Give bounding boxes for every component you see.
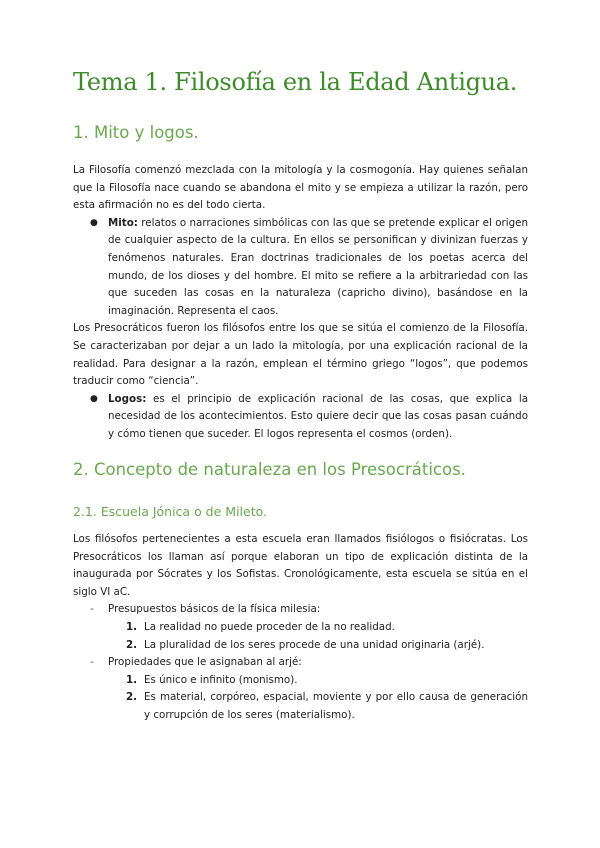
group-label: Propiedades que le asignaban al arjé: <box>108 656 302 669</box>
numbered-list <box>108 672 528 725</box>
dash-item-presupuestos <box>73 601 528 654</box>
section-2 <box>73 460 528 479</box>
item-number: 2. <box>126 638 138 651</box>
section-2-heading: 2. Concepto de naturaleza en los Presocráticos. <box>73 460 466 479</box>
list-item <box>108 689 528 724</box>
numbered-list <box>108 619 528 654</box>
term-logos: Logos: <box>108 392 147 405</box>
dash-list <box>73 601 528 724</box>
logos-list <box>73 391 528 444</box>
subsection-2-1-body <box>73 531 528 725</box>
bullet-icon: ● <box>90 217 98 228</box>
mito-list <box>73 215 528 321</box>
mito-definition: relatos o narraciones simbólicas con las que se pretende explicar el origen de cualquier aspecto de la cultura. En ellos se personifican y divinizan fuerzas y fenómenos naturales. Eran doctrinas tradicionales de los poetas acerca del mundo, de los dioses y del hombre. El mito se refiere a la arbitrariedad con las que suceden las cosas en la naturaleza (capricho divino), basándose en la imaginación. Representa el caos. <box>108 216 528 317</box>
logos-definition: es el principio de explicación racional de las cosas, que explica la necesidad de los acontecimientos. Esto quiere decir que las cosas pasan cuándo y cómo tienen que suceder. El logos representa el cosmos (orden). <box>108 392 528 440</box>
item-number: 1. <box>126 620 138 633</box>
list-item <box>108 637 528 655</box>
section-1-body <box>73 162 528 444</box>
section-1-heading: 1. Mito y logos. <box>73 123 199 142</box>
list-item-logos <box>73 391 528 444</box>
page-title: Tema 1. Filosofía en la Edad Antigua. <box>73 68 518 96</box>
dash-icon: - <box>90 603 94 616</box>
item-text: La pluralidad de los seres procede de una unidad originaria (arjé). <box>144 638 485 651</box>
bullet-icon: ● <box>90 393 98 404</box>
subsection-2-1 <box>73 504 528 519</box>
subsection-2-1-heading: 2.1. Escuela Jónica o de Mileto. <box>73 504 268 519</box>
group-label: Presupuestos básicos de la física milesia: <box>108 603 321 616</box>
item-text: Es material, corpóreo, espacial, moviente y por ello causa de generación y corrupción de los seres (materialismo). <box>144 691 528 721</box>
section-1 <box>73 123 528 142</box>
item-text: Es único e infinito (monismo). <box>144 673 298 686</box>
dash-item-propiedades <box>73 654 528 724</box>
list-item-mito <box>73 215 528 321</box>
list-item <box>108 672 528 690</box>
intro-paragraph: La Filosofía comenzó mezclada con la mitología y la cosmogonía. Hay quienes señalan que la Filosofía nace cuando se abandona el mito y se empieza a utilizar la razón, pero esta afirmación no es del todo cierta. <box>73 164 528 212</box>
jonica-intro-paragraph: Los filósofos pertenecientes a esta escuela eran llamados fisiólogos o fisiócratas. Los Presocráticos los llaman así porque elaboran un tipo de explicación distinta de la inaugurada por Sócrates y los Sofistas. Cronológicamente, esta escuela se sitúa en el siglo VI aC. <box>73 533 528 598</box>
dash-icon: - <box>90 656 94 669</box>
item-text: La realidad no puede proceder de la no realidad. <box>144 620 395 633</box>
list-item <box>108 619 528 637</box>
term-mito: Mito: <box>108 216 138 229</box>
item-number: 1. <box>126 673 138 686</box>
item-number: 2. <box>126 691 138 704</box>
presocraticos-paragraph: Los Presocráticos fueron los filósofos entre los que se sitúa el comienzo de la Filosofía. Se caracterizaban por dejar a un lado la mitología, por una explicación racional de la realidad. Para designar a la razón, emplean el término griego “logos”, que podemos traducir como “ciencia”. <box>73 322 528 388</box>
